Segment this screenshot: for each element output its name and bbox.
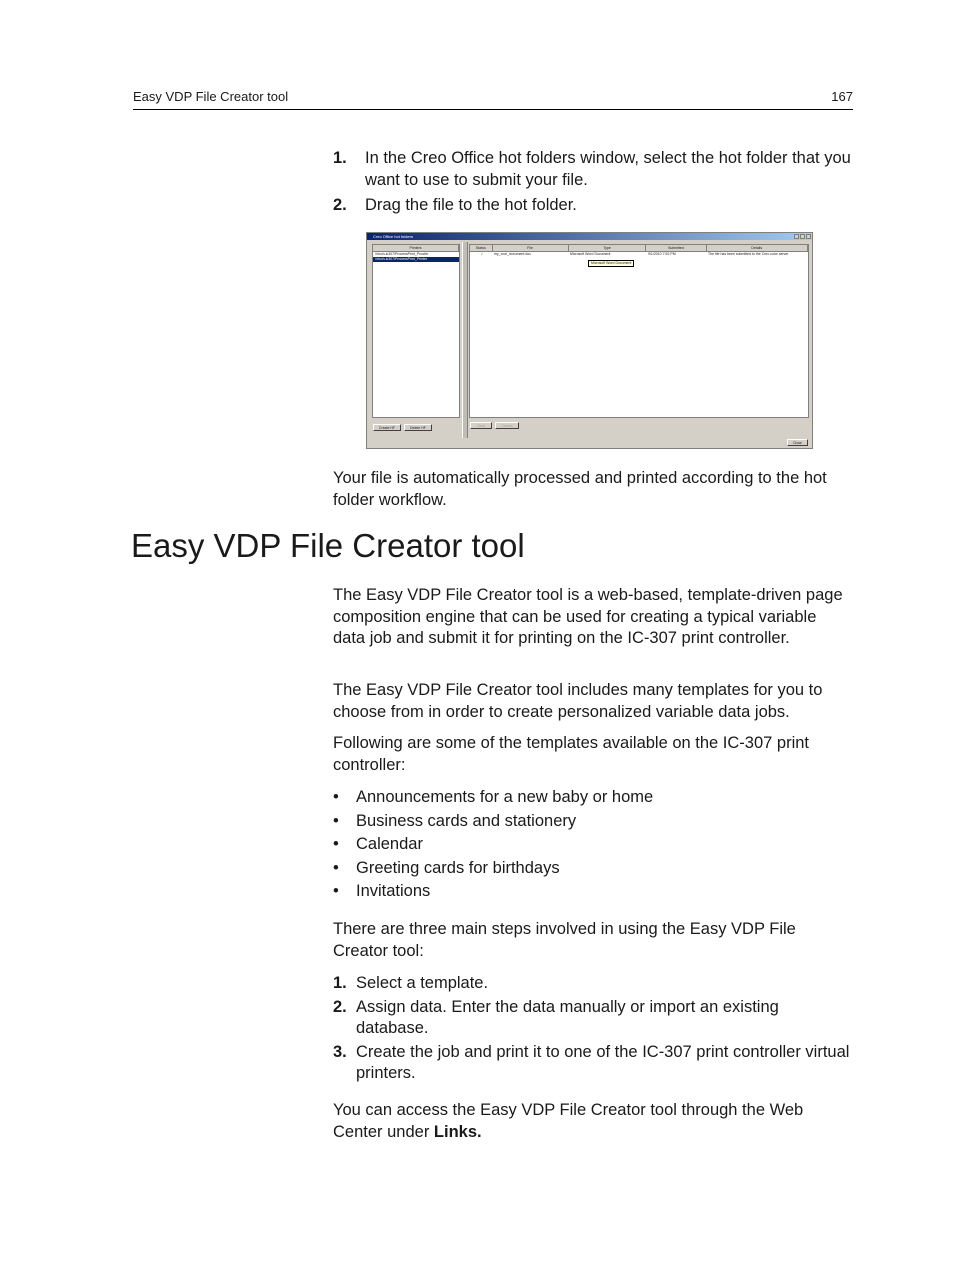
maximize-icon[interactable] <box>800 234 805 239</box>
jobs-pane <box>469 244 809 418</box>
links-label: Links. <box>433 1122 482 1141</box>
list-item <box>333 973 853 995</box>
running-header-title: Easy VDP File Creator tool <box>133 89 289 104</box>
paragraph: The Easy VDP File Creator tool is a web-based, template-driven page composition engine that can be used for creating a typical variable data job and submit it for printing on the IC-307 print controller. <box>333 586 843 647</box>
list-item: • Greeting cards for birthdays <box>333 858 853 882</box>
step-number: 1. <box>333 974 347 992</box>
step-text: Assign data. Enter the data manually or import an existing database. <box>356 997 779 1037</box>
column-header-submitted[interactable]: Submitted <box>646 245 706 251</box>
template-list <box>333 787 853 905</box>
type-cell: Microsoft Word Document <box>570 252 611 256</box>
step-number: 2. <box>333 997 347 1016</box>
printers-pane <box>372 244 460 418</box>
table-row[interactable] <box>470 252 808 257</box>
column-header-file[interactable]: File <box>493 245 569 251</box>
step-text: In the Creo Office hot folders window, select the hot folder that you want to use to submit your file. <box>365 149 851 189</box>
step-number: 1. <box>333 149 347 167</box>
tooltip: Microsoft Word Document <box>588 260 634 267</box>
list-item <box>333 1042 853 1085</box>
step-text: Select a template. <box>356 974 489 992</box>
closing-paragraph <box>333 1100 853 1143</box>
close-button[interactable]: Close <box>787 439 808 446</box>
column-header-status[interactable]: Status <box>470 245 493 251</box>
printer-item-selected[interactable]: \\ricoh-ic307\ProcessPrint_Printer <box>373 257 459 262</box>
main-step-list <box>333 973 853 1087</box>
printers-header <box>373 245 459 252</box>
submitted-cell: 9/1/2010 7:52 PM <box>648 252 676 256</box>
clear-button[interactable]: Clear <box>470 422 492 429</box>
step-text: Drag the file to the hot folder. <box>365 196 577 214</box>
list-item: • Calendar <box>333 834 853 858</box>
cancel-button[interactable]: Cancel <box>495 422 519 429</box>
list-item: • Business cards and stationery <box>333 811 853 835</box>
steps-intro-paragraph: There are three main steps involved in using the Easy VDP File Creator tool: <box>333 920 796 960</box>
list-item <box>333 195 858 217</box>
window-title: Creo Office hot folders <box>373 234 413 239</box>
window-controls <box>794 234 811 239</box>
paragraph: Following are some of the templates available on the IC-307 print controller: <box>333 734 810 774</box>
close-icon[interactable] <box>806 234 811 239</box>
window-title-bar <box>367 233 812 240</box>
closing-text: You can access the Easy VDP File Creator tool through the Web Center under <box>333 1101 804 1141</box>
intro-step-list <box>333 148 858 217</box>
pane-splitter[interactable] <box>462 242 468 438</box>
file-cell: my_cool_document.doc <box>494 252 531 256</box>
create-hf-button[interactable]: Create HF <box>373 424 401 431</box>
running-header <box>133 89 853 110</box>
jobs-header <box>470 245 808 252</box>
hot-folders-window-screenshot <box>366 232 813 449</box>
details-cell: The file has been submitted to the Creo color server <box>708 252 789 256</box>
column-header-type[interactable]: Type <box>569 245 647 251</box>
step-text: Create the job and print it to one of the IC-307 print controller virtual printers. <box>356 1042 850 1082</box>
column-header-details[interactable]: Details <box>707 245 808 251</box>
list-item <box>333 997 853 1040</box>
printers-column-header[interactable]: Printers <box>373 245 459 251</box>
section-title: Easy VDP File Creator tool <box>131 527 525 564</box>
list-item <box>333 148 858 191</box>
list-item: • Announcements for a new baby or home <box>333 787 853 811</box>
after-screenshot-paragraph: Your file is automatically processed and printed according to the hot folder workflow. <box>333 469 827 509</box>
page-number: 167 <box>831 89 853 104</box>
step-number: 2. <box>333 196 347 214</box>
list-item: • Invitations <box>333 881 853 905</box>
printer-item[interactable]: \\ricoh-ic307\ProcessPrint_Proofer <box>375 252 429 256</box>
step-number: 3. <box>333 1042 347 1061</box>
minimize-icon[interactable] <box>794 234 799 239</box>
status-check-icon: ✓ <box>480 252 484 256</box>
delete-hf-button[interactable]: Delete HF <box>404 424 432 431</box>
paragraph: The Easy VDP File Creator tool includes many templates for you to choose from in order to create personalized variable data jobs. <box>333 681 823 721</box>
